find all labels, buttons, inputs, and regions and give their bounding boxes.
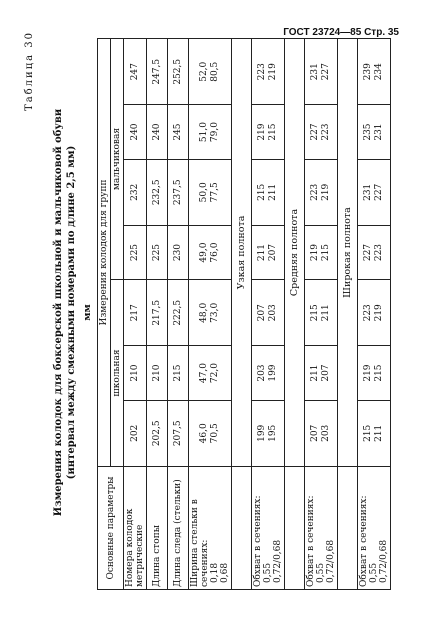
table-number: Таблица 30 <box>24 31 35 111</box>
table-cell: 202 <box>124 400 147 466</box>
table-cell <box>189 226 232 280</box>
cell-line: 70,5 <box>210 423 220 444</box>
table-cell: 215 <box>168 346 189 400</box>
cell-line: 203 <box>321 424 331 442</box>
title-line-2: (интервал между смежными номерами по длине 2,5 мм) <box>66 145 77 480</box>
cell-line: 50,0 <box>199 182 209 203</box>
cell-line: 219 <box>257 123 267 141</box>
group-school: школьная <box>111 280 124 467</box>
table-cell <box>252 159 285 225</box>
row-label <box>358 467 391 590</box>
section-title: Узкая полнота <box>232 39 252 467</box>
cell-line: 199 <box>257 424 267 442</box>
cell-line: 231 <box>310 63 320 81</box>
cell-line: 223 <box>363 304 373 322</box>
cell-line: 239 <box>363 63 373 81</box>
cell-line: 231 <box>363 183 373 201</box>
cell-line: 47,0 <box>199 363 209 384</box>
table-cell: 245 <box>168 105 189 159</box>
table-row <box>189 39 232 590</box>
row-label <box>168 467 189 590</box>
table-cell: 210 <box>147 346 168 400</box>
cell-line: 207 <box>268 243 278 262</box>
cell-line: 215 <box>321 243 331 262</box>
row-label <box>189 467 232 590</box>
cell-line: 223 <box>374 243 384 262</box>
table-cell <box>305 280 338 346</box>
cell-line: 207 <box>310 424 320 442</box>
table-cell: 247 <box>124 39 147 106</box>
table-cell <box>305 105 338 159</box>
table-cell <box>252 105 285 159</box>
cell-line: 195 <box>268 424 278 442</box>
table-cell: 247,5 <box>147 39 168 106</box>
table-cell <box>305 39 338 106</box>
table-cell <box>189 159 232 225</box>
cell-line: 199 <box>268 364 278 382</box>
row-sublabel: 0,55 <box>369 562 379 583</box>
row-label-text: Номера колодок метрические <box>125 508 145 587</box>
row-label-text: Обхват в сечениях: <box>359 495 369 587</box>
cell-line: 48,0 <box>199 302 209 323</box>
section-title-row <box>232 39 252 590</box>
table-cell <box>252 346 285 400</box>
table-cell <box>305 226 338 280</box>
row-sublabel: 0,55 <box>316 562 326 583</box>
row-label-text: Обхват в сечениях: <box>306 495 316 587</box>
table-cell <box>189 400 232 466</box>
cell-line: 223 <box>321 123 331 141</box>
table-cell: 230 <box>168 226 189 280</box>
table-cell: 207,5 <box>168 400 189 466</box>
section-blank <box>285 467 305 590</box>
section-title: Широкая полнота <box>338 39 358 467</box>
cell-line: 211 <box>257 243 267 262</box>
cell-line: 211 <box>321 304 331 322</box>
table-cell: 252,5 <box>168 39 189 106</box>
table-cell <box>358 159 391 225</box>
row-sublabel: 0,72/0,68 <box>379 539 389 583</box>
cell-line: 235 <box>363 123 373 141</box>
table-cell: 225 <box>147 226 168 280</box>
table-cell <box>189 346 232 400</box>
table-cell: 232,5 <box>147 159 168 225</box>
row-sublabel: 0,68 <box>220 562 230 583</box>
cell-line: 52,0 <box>199 61 209 82</box>
cell-line: 223 <box>310 183 320 201</box>
row-label-text: Обхват в сечениях: <box>253 495 263 587</box>
cell-line: 215 <box>363 424 373 442</box>
row-label-text: Длина следа (стельки) <box>173 479 183 587</box>
cell-line: 80,5 <box>210 61 220 82</box>
cell-line: 227 <box>374 183 384 201</box>
cell-line: 207 <box>321 364 331 382</box>
section-title: Средняя полнота <box>285 39 305 467</box>
col-main-header: Основные параметры <box>98 467 124 590</box>
table-cell <box>305 159 338 225</box>
row-label <box>147 467 168 590</box>
section-title-row <box>338 39 358 590</box>
cell-line: 51,0 <box>199 122 209 143</box>
table-cell <box>189 105 232 159</box>
table-row <box>358 39 391 590</box>
row-sublabel: 0,18 <box>210 562 220 583</box>
cell-line: 211 <box>310 364 320 382</box>
table-cell: 222,5 <box>168 280 189 346</box>
table-cell: 237,5 <box>168 159 189 225</box>
title-line-1: Измерения колодок для боксерской школьной и мальчиковой обуви <box>53 108 64 517</box>
table-cell: 202,5 <box>147 400 168 466</box>
cell-line: 219 <box>310 243 320 262</box>
cell-line: 207 <box>257 304 267 322</box>
table-cell: 225 <box>124 226 147 280</box>
table-row <box>168 39 189 590</box>
table-cell <box>358 226 391 280</box>
cell-line: 219 <box>374 304 384 322</box>
cell-line: 231 <box>374 123 384 141</box>
cell-line: 211 <box>374 424 384 442</box>
row-label <box>124 467 147 590</box>
table-cell: 240 <box>124 105 147 159</box>
section-blank <box>232 467 252 590</box>
cell-line: 76,0 <box>210 242 220 263</box>
table-cell <box>358 39 391 106</box>
section-blank <box>338 467 358 590</box>
table-cell: 217 <box>124 280 147 346</box>
table-cell <box>252 39 285 106</box>
cell-line: 49,0 <box>199 242 209 263</box>
table-cell <box>252 226 285 280</box>
table-cell: 232 <box>124 159 147 225</box>
row-sublabel: 0,72/0,68 <box>326 539 336 583</box>
row-label <box>305 467 338 590</box>
table-cell: 240 <box>147 105 168 159</box>
col-group-header: Измерения колодок для групп <box>98 39 111 467</box>
cell-line: 219 <box>363 364 373 382</box>
cell-line: 234 <box>374 63 384 81</box>
cell-line: 223 <box>257 63 267 81</box>
cell-line: 215 <box>268 123 278 141</box>
cell-line: 203 <box>268 304 278 322</box>
table-cell <box>305 346 338 400</box>
cell-line: 72,0 <box>210 363 220 384</box>
table-cell <box>305 400 338 466</box>
table-cell: 217,5 <box>147 280 168 346</box>
cell-line: 215 <box>374 364 384 382</box>
section-title-row <box>285 39 305 590</box>
cell-line: 227 <box>310 123 320 141</box>
rotated-page <box>22 25 402 600</box>
cell-line: 215 <box>257 183 267 201</box>
table-cell <box>358 280 391 346</box>
cell-line: 227 <box>363 243 373 262</box>
table-title <box>52 25 78 600</box>
group-boys: мальчиковая <box>111 39 124 280</box>
measurements-table <box>97 38 391 590</box>
cell-line: 73,0 <box>210 302 220 323</box>
cell-line: 215 <box>310 304 320 322</box>
table-cell <box>252 400 285 466</box>
cell-line: 219 <box>268 63 278 81</box>
table-cell <box>358 400 391 466</box>
cell-line: 46,0 <box>199 423 209 444</box>
cell-line: 211 <box>268 183 278 201</box>
row-label-text: Длина стопы <box>152 525 162 587</box>
table-cell <box>189 280 232 346</box>
cell-line: 227 <box>321 63 331 81</box>
table-cell: 210 <box>124 346 147 400</box>
table-row <box>124 39 147 590</box>
table-row <box>147 39 168 590</box>
row-sublabel: 0,72/0,68 <box>273 539 283 583</box>
cell-line: 203 <box>257 364 267 382</box>
cell-line: 77,5 <box>210 182 220 203</box>
row-sublabel: 0,55 <box>263 562 273 583</box>
cell-line: 79,0 <box>210 122 220 143</box>
table-cell <box>358 105 391 159</box>
table-cell <box>189 39 232 106</box>
row-label <box>252 467 285 590</box>
table-cell <box>358 346 391 400</box>
row-label-text: Ширина стельки в сечениях: <box>190 499 210 587</box>
table-row <box>305 39 338 590</box>
table-row <box>252 39 285 590</box>
page-header: ГОСТ 23724—85 Стр. 35 <box>283 27 399 38</box>
unit-label: мм <box>82 304 93 321</box>
cell-line: 219 <box>321 183 331 201</box>
table-cell <box>252 280 285 346</box>
